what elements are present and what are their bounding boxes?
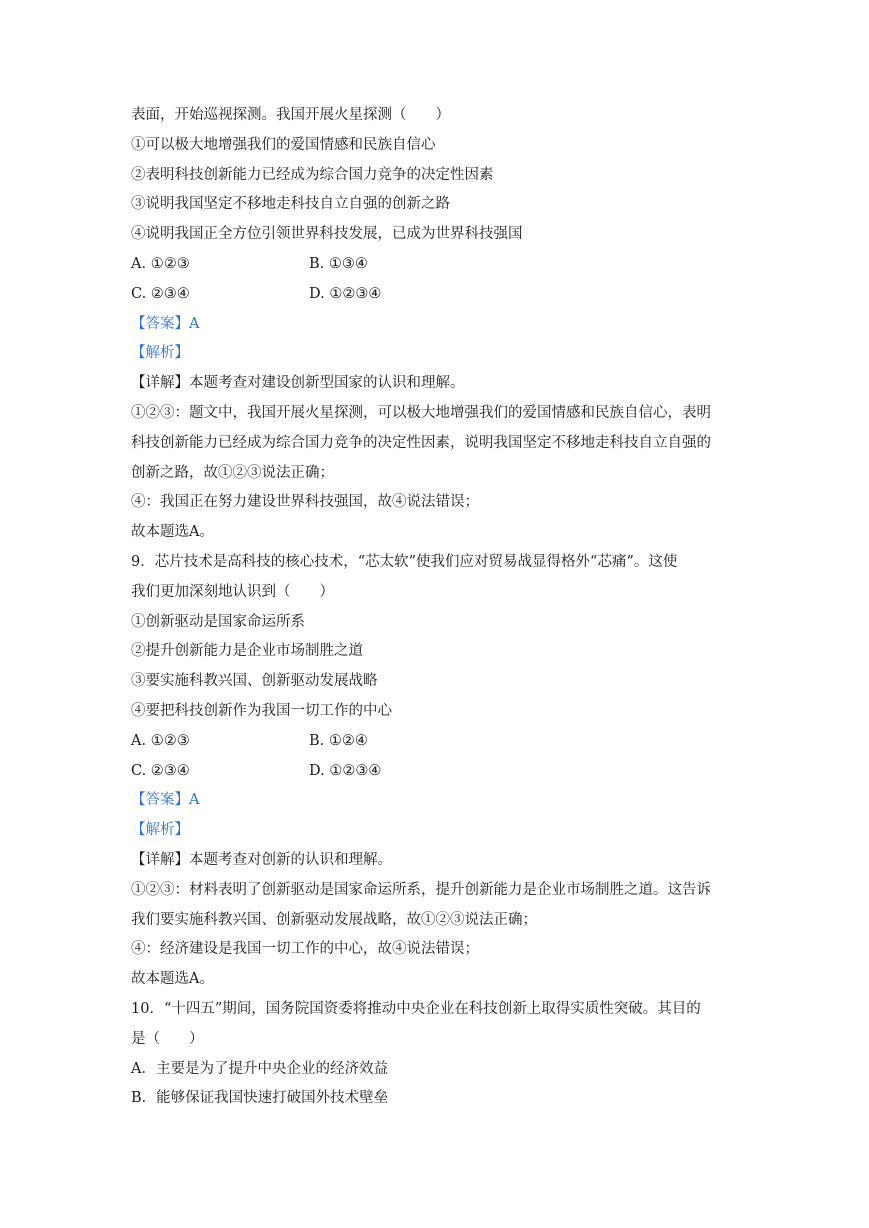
q9-item-3: ③要实施科教兴国、创新驱动发展战略	[131, 673, 378, 690]
q9-analysis-tag: 【解析】	[131, 822, 189, 839]
q9-stem-1: 9．芯片技术是高科技的核心技术，“芯太软”使我们应对贸易战显得格外“芯痛”。这使	[131, 553, 678, 570]
document-content	[131, 101, 741, 1114]
q8-option-d: D. ①②③④	[309, 285, 382, 302]
q9-stem-2: 我们更加深刻地认识到（ ）	[131, 583, 334, 600]
q9-option-c: C. ②③④	[131, 762, 190, 779]
q8-explain-1: ①②③：题文中，我国开展火星探测，可以极大地增强我们的爱国情感和民族自信心，表明	[131, 404, 711, 421]
q10-option-b: B．能够保证我国快速打破国外技术壁垒	[131, 1090, 389, 1107]
q9-detail: 【详解】本题考查对创新的认识和理解。	[131, 851, 392, 868]
q8-option-c: C. ②③④	[131, 285, 190, 302]
q9-option-b: B. ①②④	[309, 732, 368, 749]
q9-item-2: ②提升创新能力是企业市场制胜之道	[131, 643, 363, 660]
q8-analysis-tag: 【解析】	[131, 345, 189, 362]
q8-options-row-1	[131, 250, 741, 280]
q8-explain-5: 故本题选A。	[131, 524, 214, 541]
q8-stem: 表面，开始巡视探测。我国开展火星探测（ ）	[131, 107, 450, 123]
q10-option-a: A．主要是为了提升中央企业的经济效益	[131, 1060, 388, 1077]
q8-option-b: B. ①③④	[309, 255, 368, 272]
q9-option-a: A. ①②③	[131, 732, 190, 749]
q8-item-2: ②表明科技创新能力已经成为综合国力竞争的决定性因素	[131, 166, 494, 183]
q8-detail: 【详解】本题考查对建设创新型国家的认识和理解。	[131, 375, 465, 392]
q9-item-4: ④要把科技创新作为我国一切工作的中心	[131, 702, 392, 719]
q10-stem-1: 10．“十四五”期间，国务院国资委将推动中央企业在科技创新上取得实质性突破。其目的	[131, 1000, 701, 1017]
q9-options-row-1	[131, 727, 741, 757]
q9-item-1: ①创新驱动是国家命运所系	[131, 613, 305, 630]
q9-answer: 【答案】A	[131, 792, 200, 809]
q9-explain-4: 故本题选A。	[131, 971, 214, 988]
q8-explain-3: 创新之路，故①②③说法正确；	[131, 464, 334, 481]
q9-explain-1: ①②③：材料表明了创新驱动是国家命运所系，提升创新能力是企业市场制胜之道。这告诉	[131, 881, 711, 898]
q8-options-row-2	[131, 280, 741, 310]
q9-options-row-2	[131, 757, 741, 787]
q9-option-d: D. ①②③④	[309, 762, 382, 779]
q8-explain-2: 科技创新能力已经成为综合国力竞争的决定性因素，说明我国坚定不移地走科技自立自强的	[131, 434, 711, 451]
q8-explain-4: ④：我国正在努力建设世界科技强国，故④说法错误；	[131, 494, 479, 511]
q8-answer: 【答案】A	[131, 315, 200, 332]
q8-item-4: ④说明我国正全方位引领世界科技发展，已成为世界科技强国	[131, 226, 523, 243]
q9-explain-3: ④：经济建设是我国一切工作的中心，故④说法错误；	[131, 941, 479, 958]
q8-item-3: ③说明我国坚定不移地走科技自立自强的创新之路	[131, 196, 450, 213]
q10-stem-2: 是（ ）	[131, 1030, 204, 1047]
q9-explain-2: 我们要实施科教兴国、创新驱动发展战略，故①②③说法正确；	[131, 911, 537, 928]
q8-item-1: ①可以极大地增强我们的爱国情感和民族自信心	[131, 136, 436, 153]
q8-option-a: A. ①②③	[131, 255, 190, 272]
